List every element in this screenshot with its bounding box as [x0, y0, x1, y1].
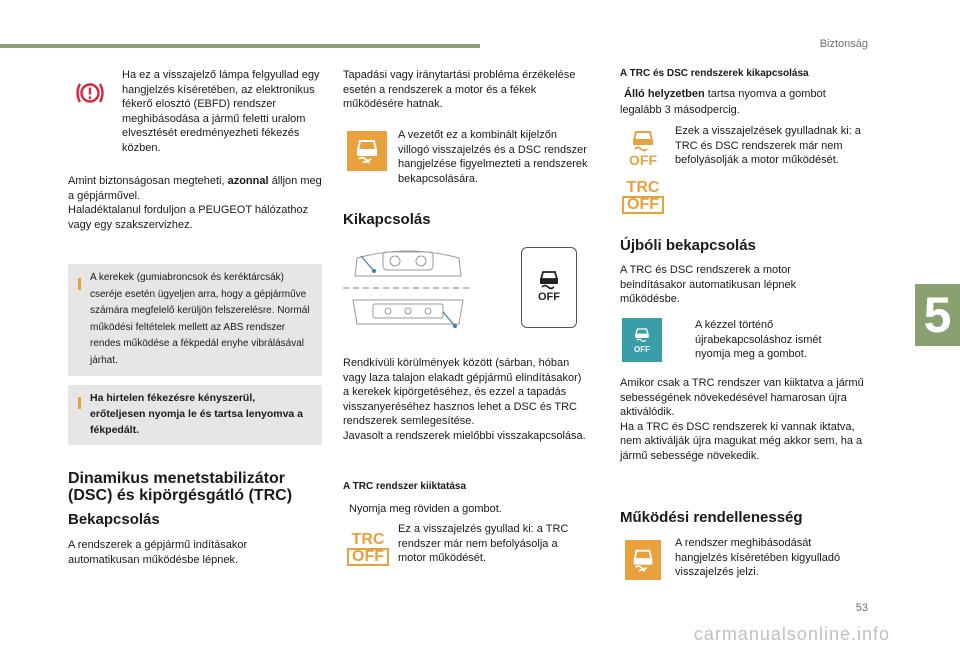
- braking-note-text: Ha hirtelen fékezésre kényszerül, erőteljesen nyomja le és tartsa lenyomva a fékpedált.: [90, 392, 304, 436]
- tyre-note-text: A kerekek (gumiabroncsok és keréktárcsák) cseréje esetén ügyeljen arra, hogy a gépjárműve számára megfelelő kerüljön felszerelésre. Normál működési feltételek mellett az ABS rendszer rendes működése a fékpedál enyhe vibrálásával járhat.: [90, 272, 310, 366]
- stop-text-post: álljon meg a gépjárművel.: [68, 175, 322, 202]
- info-marker: [78, 397, 81, 409]
- trc-disable-heading: A TRC rendszer kiiktatása: [343, 481, 467, 492]
- trc-off-icon-2: [622, 180, 664, 214]
- manual-reactivation-text: A kézzel történő újrabekapcsoláshoz ismét nyomja meg a gombot.: [695, 319, 822, 360]
- trc-off-icon-2-top: TRC: [626, 179, 660, 196]
- activation-heading: Bekapcsolás: [68, 511, 160, 528]
- watermark: carmanualsonline.info: [693, 624, 890, 644]
- trc-dsc-no-reactivation-text: Ha a TRC és DSC rendszerek ki vannak iktatva, nem aktiválják újra magukat még akkor sem, ha a jármű sebessége növekedik.: [620, 420, 863, 462]
- teal-off-label: OFF: [634, 344, 650, 354]
- info-marker: [78, 278, 81, 290]
- trc-off-icon-2-bottom: OFF: [622, 196, 664, 214]
- reactivation-behaviour-text: [620, 376, 875, 463]
- dsc-off-icon-label: OFF: [629, 152, 657, 168]
- deactivation-para2: Javasolt a rendszerek mielőbbi visszakapcsolása.: [343, 429, 586, 442]
- page-number: 53: [855, 602, 868, 614]
- deactivation-text: [343, 356, 588, 443]
- malfunction-heading: Működési rendellenesség: [620, 509, 803, 526]
- contact-dealer-text: Haladéktalanul forduljon a PEUGEOT hálózathoz vagy egy szakszervizhez.: [68, 204, 309, 231]
- brake-warning-text: Ha ez a visszajelző lámpa felgyullad egy hangjelzés kíséretében, az elektronikus fékerő elosztó (EBFD) rendszer meghibásodása a jármű feletti uralom elvesztését eredményezheti fékezés közben.: [122, 69, 320, 154]
- reactivation-heading: Újbóli bekapcsolás: [620, 237, 756, 254]
- stop-text-bold: azonnal: [227, 175, 269, 187]
- section-title: Biztonság: [819, 38, 868, 50]
- dsc-trc-heading: [68, 470, 328, 504]
- deactivation-heading: Kikapcsolás: [343, 211, 431, 228]
- malfunction-text: A rendszer meghibásodását hangjelzés kíséretében kigyulladó visszajelzés jelzi.: [675, 537, 841, 578]
- dsc-trc-heading-line2: (DSC) és kipörgésgátló (TRC): [68, 487, 293, 504]
- dsc-warning-icon: [347, 131, 387, 171]
- trc-disable-instruction: [343, 502, 588, 518]
- trc-only-reactivation-text: Amikor csak a TRC rendszer van kiiktatva a jármű sebességének növekedésével hamarosan újra aktiválódik.: [620, 377, 864, 418]
- button-off-label: OFF: [538, 291, 560, 303]
- instruction-bold: Álló helyzetben: [624, 88, 705, 100]
- activation-text: A rendszerek a gépjármű indításakor automatikusan működésbe lépnek.: [68, 539, 248, 566]
- trc-dsc-disable-heading: A TRC és DSC rendszerek kikapcsolása: [620, 68, 809, 79]
- instruction-rest: tartsa nyomva a gombot legalább 3 másodpercig.: [620, 88, 826, 116]
- malfunction-warning-icon: [625, 540, 661, 580]
- dsc-trc-heading-line1: Dinamikus menetstabilizátor: [68, 470, 285, 487]
- trc-off-text: Ez a visszajelzés gyullad ki: a TRC rendszer már nem befolyásolja a motor működését.: [398, 523, 569, 564]
- trc-dsc-disable-instruction: [620, 87, 870, 117]
- tyre-note-box: [68, 264, 322, 376]
- trc-off-icon-top: TRC: [351, 531, 385, 548]
- brake-warning-icon: [74, 78, 106, 108]
- dsc-off-button[interactable]: [521, 247, 577, 328]
- header-accent-bar: [0, 44, 480, 48]
- reactivation-text: A TRC és DSC rendszerek a motor beindításakor automatikusan lépnek működésbe.: [620, 264, 797, 305]
- skid-car-icon: [633, 327, 651, 343]
- braking-note-box: [68, 385, 322, 445]
- trc-off-icon-bottom: OFF: [347, 548, 389, 566]
- dashboard-illustration: [343, 244, 473, 332]
- trc-disable-instruction-text: Nyomja meg röviden a gombot.: [349, 503, 502, 515]
- stop-vehicle-paragraph: [68, 174, 328, 232]
- chapter-tab: 5: [915, 284, 960, 346]
- dsc-off-warning-icon: [625, 130, 661, 170]
- blink-warning-text: A vezetőt ez a kombinált kijelzőn villogó visszajelzés és a DSC rendszer hangjelzése figyelmezteti a rendszerek bekapcsolására.: [398, 129, 588, 185]
- stop-text-pre: Amint biztonságosan megteheti,: [68, 175, 228, 187]
- deactivation-para1: Rendkívüli körülmények között (sárban, hóban vagy laza talajon elakadt gépjármű elindításakor) a kerekek kipörgetéséhez, és ezzel a tapadás visszanyeréséhez hasznos lehet a DSC és TRC rendszerek semlegesítése.: [343, 357, 582, 427]
- teal-dsc-off-button-icon: [622, 318, 662, 362]
- trc-dsc-lights-text: Ezek a visszajelzések gyulladnak ki: a TRC és DSC rendszerek már nem befolyásolják a motor működését.: [675, 125, 861, 166]
- trc-off-icon: [347, 532, 389, 566]
- intro-text: Tapadási vagy iránytartási probléma érzékelése esetén a rendszerek a motor és a fékek működésére hatnak.: [343, 69, 576, 110]
